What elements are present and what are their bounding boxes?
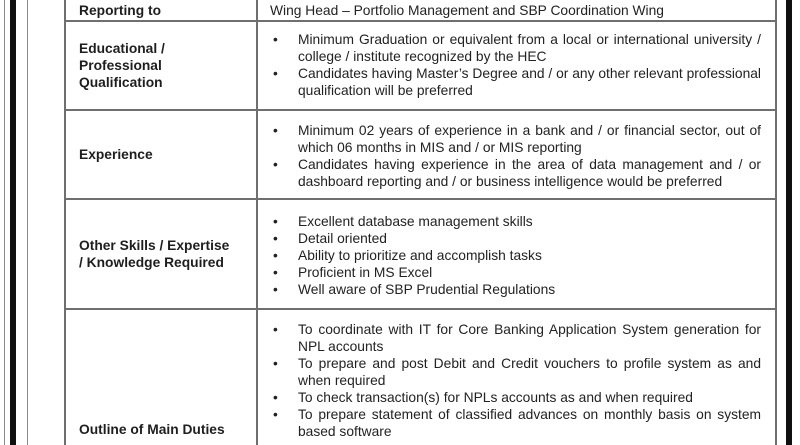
- row-label-experience: [66, 111, 258, 198]
- bullet-icon: •: [273, 248, 278, 263]
- row-label-line: Experience: [79, 147, 153, 162]
- bullet-icon: •: [273, 123, 278, 138]
- row-content-qualification: [258, 22, 775, 109]
- bullet-text: To check transaction(s) for NPLs accounts as and when required: [298, 390, 693, 405]
- bullet-icon: •: [273, 214, 278, 229]
- list-item: [270, 264, 761, 281]
- list-item: [270, 281, 761, 298]
- table-row-reporting-to: [66, 0, 775, 22]
- row-content-main-duties: [258, 310, 775, 445]
- list-item: [270, 213, 761, 230]
- list-item: [270, 406, 761, 440]
- list-item: [270, 65, 761, 99]
- list-item: [270, 122, 761, 156]
- table-row-main-duties: [66, 310, 775, 445]
- bullet-icon: •: [273, 66, 278, 81]
- list-item: [270, 31, 761, 65]
- list-item: [270, 355, 761, 389]
- page-border-left-thin-outer: [4, 0, 5, 445]
- bullet-icon: •: [273, 407, 278, 422]
- bullet-text: Ability to prioritize and accomplish tasks: [298, 248, 542, 263]
- bullet-text: Minimum Graduation or equivalent from a local or international university / college / institute recognized by the HEC: [298, 32, 761, 64]
- row-label-line: Outline of Main Duties: [79, 422, 225, 437]
- bullet-text: Proficient in MS Excel: [298, 265, 433, 280]
- bullet-icon: •: [273, 231, 278, 246]
- bullet-text: Minimum 02 years of experience in a bank and / or financial sector, out of which 06 months in MIS and / or MIS reporting: [298, 123, 761, 155]
- page-border-right-thick: [786, 0, 792, 445]
- page-border-left-thin-inner: [27, 0, 28, 445]
- page-border-left-thick: [10, 0, 16, 445]
- row-label-line: Educational /: [79, 41, 165, 56]
- bullet-icon: •: [273, 32, 278, 47]
- bullet-text: Candidates having experience in the area of data management and / or dashboard reporting and / or business intelligence would be preferred: [298, 157, 761, 189]
- row-content-reporting-to: [258, 0, 775, 20]
- bullet-text: To prepare statement of classified advances on monthly basis on system based software: [298, 407, 761, 439]
- row-content-experience: [258, 111, 775, 198]
- row-content-other-skills: [258, 200, 775, 308]
- list-item: [270, 156, 761, 190]
- job-details-table: [64, 0, 777, 445]
- list-item: [270, 230, 761, 247]
- row-label-line: Professional: [79, 58, 162, 73]
- row-label-reporting-to: [66, 0, 258, 20]
- table-row-experience: [66, 111, 775, 200]
- bullet-icon: •: [273, 390, 278, 405]
- row-label-main-duties: [66, 310, 258, 445]
- bullet-text: Candidates having Master’s Degree and / or any other relevant professional qualification will be preferred: [298, 66, 761, 98]
- reporting-to-value: Wing Head – Portfolio Management and SBP Coordination Wing: [270, 2, 664, 18]
- bullet-text: Detail oriented: [298, 231, 387, 246]
- bullet-text: To prepare and post Debit and Credit vouchers to profile system as and when required: [298, 356, 761, 388]
- row-label-line: Other Skills / Expertise: [79, 238, 230, 253]
- table-row-other-skills: [66, 200, 775, 310]
- bullet-icon: •: [273, 265, 278, 280]
- row-label-other-skills: [66, 200, 258, 308]
- bullet-icon: •: [273, 356, 278, 371]
- bullet-text: To coordinate with IT for Core Banking Application System generation for NPL accounts: [298, 322, 761, 354]
- row-label-qualification: [66, 22, 258, 109]
- row-label-line: Reporting to: [79, 2, 161, 18]
- bullet-icon: •: [273, 322, 278, 337]
- table-row-qualification: [66, 22, 775, 111]
- list-item: [270, 321, 761, 355]
- row-label-line: Qualification: [79, 75, 163, 90]
- bullet-text: Excellent database management skills: [298, 214, 533, 229]
- bullet-text: Well aware of SBP Prudential Regulations: [298, 282, 556, 297]
- list-item: [270, 247, 761, 264]
- row-label-line: / Knowledge Required: [79, 255, 224, 270]
- bullet-icon: •: [273, 282, 278, 297]
- bullet-icon: •: [273, 157, 278, 172]
- list-item: [270, 389, 761, 406]
